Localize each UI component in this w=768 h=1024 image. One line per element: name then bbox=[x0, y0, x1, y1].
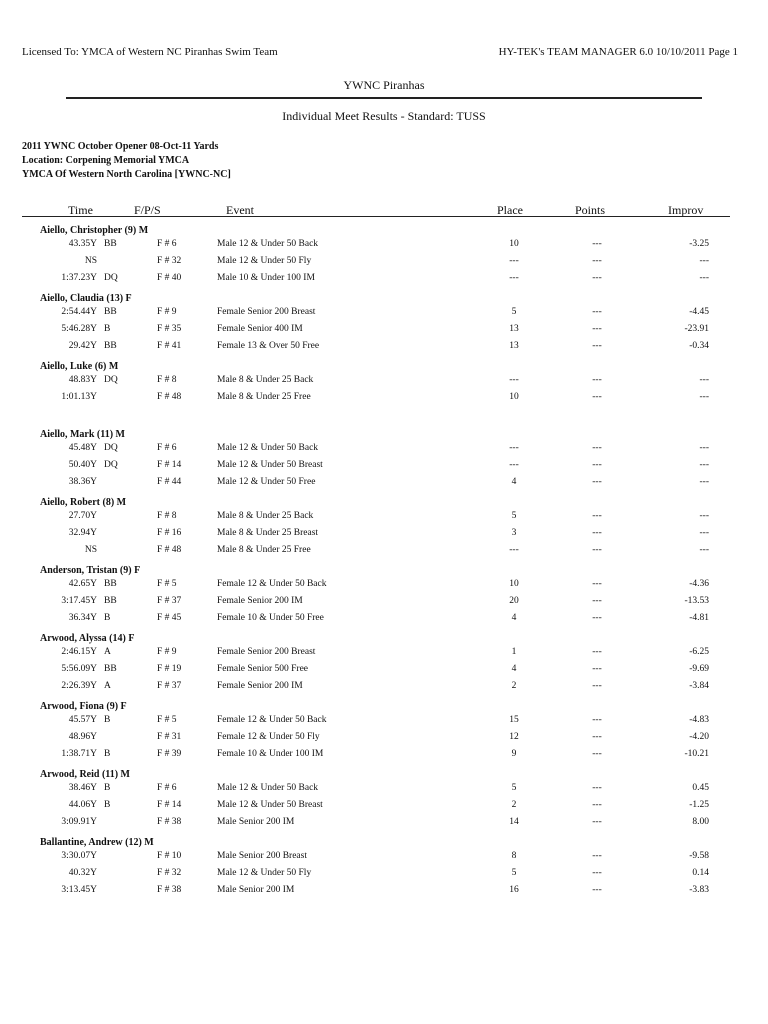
result-improv: -1.25 bbox=[689, 800, 709, 810]
result-standard: BB bbox=[104, 579, 117, 589]
result-place: 5 bbox=[511, 511, 517, 521]
result-improv: --- bbox=[699, 375, 709, 385]
result-improv: -0.34 bbox=[689, 341, 709, 351]
result-points: --- bbox=[592, 341, 602, 351]
result-fps: F # 14 bbox=[157, 460, 182, 470]
result-time: 36.34Y bbox=[68, 613, 97, 623]
meet-location: Location: Corpening Memorial YMCA bbox=[22, 155, 190, 166]
swimmer-name: Aiello, Christopher (9) M bbox=[40, 225, 149, 236]
result-standard: B bbox=[104, 783, 111, 793]
result-place: --- bbox=[509, 443, 519, 453]
result-fps: F # 39 bbox=[157, 749, 182, 759]
result-improv: --- bbox=[699, 528, 709, 538]
result-fps: F # 32 bbox=[157, 868, 182, 878]
result-points: --- bbox=[592, 375, 602, 385]
result-time: 2:54.44Y bbox=[61, 307, 97, 317]
result-place: 2 bbox=[511, 681, 517, 691]
result-row bbox=[0, 613, 768, 630]
result-place: 10 bbox=[509, 579, 519, 589]
title-divider bbox=[66, 97, 702, 99]
result-row bbox=[0, 324, 768, 341]
result-points: --- bbox=[592, 256, 602, 266]
result-time: 43.35Y bbox=[68, 239, 97, 249]
result-event: Male 12 & Under 50 Breast bbox=[217, 460, 323, 470]
result-place: 4 bbox=[511, 477, 517, 487]
result-event: Female Senior 500 Free bbox=[217, 664, 309, 674]
result-improv: --- bbox=[699, 477, 709, 487]
result-place: 10 bbox=[509, 239, 519, 249]
result-improv: -4.45 bbox=[689, 307, 709, 317]
result-row bbox=[0, 375, 768, 392]
result-event: Male 10 & Under 100 IM bbox=[217, 273, 315, 283]
result-standard: DQ bbox=[104, 375, 118, 385]
result-event: Female 12 & Under 50 Back bbox=[217, 715, 327, 725]
header-divider bbox=[22, 216, 730, 217]
result-improv: -4.81 bbox=[689, 613, 709, 623]
result-fps: F # 45 bbox=[157, 613, 182, 623]
result-improv: -23.91 bbox=[684, 324, 709, 334]
result-standard: A bbox=[104, 647, 111, 657]
result-standard: B bbox=[104, 715, 111, 725]
result-event: Male 8 & Under 25 Breast bbox=[217, 528, 319, 538]
result-time: 3:17.45Y bbox=[61, 596, 97, 606]
result-row bbox=[0, 341, 768, 358]
result-points: --- bbox=[592, 664, 602, 674]
result-event: Female Senior 200 IM bbox=[217, 681, 303, 691]
result-event: Male 12 & Under 50 Back bbox=[217, 783, 319, 793]
result-standard: B bbox=[104, 800, 111, 810]
result-time: 3:09.91Y bbox=[61, 817, 97, 827]
result-time: 2:26.39Y bbox=[61, 681, 97, 691]
result-place: 5 bbox=[511, 783, 517, 793]
meet-team: YMCA Of Western North Carolina [YWNC-NC] bbox=[22, 169, 231, 180]
result-time: 44.06Y bbox=[68, 800, 97, 810]
result-points: --- bbox=[592, 715, 602, 725]
result-improv: -4.20 bbox=[689, 732, 709, 742]
result-points: --- bbox=[592, 851, 602, 861]
result-improv: --- bbox=[699, 511, 709, 521]
result-row bbox=[0, 868, 768, 885]
result-fps: F # 19 bbox=[157, 664, 182, 674]
result-fps: F # 48 bbox=[157, 392, 182, 402]
result-event: Male 12 & Under 50 Breast bbox=[217, 800, 323, 810]
result-standard: BB bbox=[104, 596, 117, 606]
result-fps: F # 44 bbox=[157, 477, 182, 487]
result-time: 42.65Y bbox=[68, 579, 97, 589]
result-fps: F # 37 bbox=[157, 596, 182, 606]
result-points: --- bbox=[592, 273, 602, 283]
result-event: Female Senior 200 Breast bbox=[217, 307, 316, 317]
result-points: --- bbox=[592, 749, 602, 759]
result-fps: F # 5 bbox=[157, 715, 177, 725]
col-event: Event bbox=[226, 203, 254, 217]
license-text: Licensed To: YMCA of Western NC Piranhas Swim Team bbox=[22, 46, 278, 58]
result-event: Male Senior 200 IM bbox=[217, 817, 295, 827]
result-place: --- bbox=[509, 545, 519, 555]
result-row bbox=[0, 511, 768, 528]
result-fps: F # 8 bbox=[157, 511, 177, 521]
result-points: --- bbox=[592, 800, 602, 810]
result-time: 32.94Y bbox=[68, 528, 97, 538]
result-place: --- bbox=[509, 375, 519, 385]
result-time: 5:46.28Y bbox=[61, 324, 97, 334]
result-improv: -3.25 bbox=[689, 239, 709, 249]
result-fps: F # 31 bbox=[157, 732, 182, 742]
result-row bbox=[0, 732, 768, 749]
result-event: Female 12 & Under 50 Fly bbox=[217, 732, 320, 742]
result-place: --- bbox=[509, 256, 519, 266]
swimmer-name: Aiello, Claudia (13) F bbox=[40, 293, 132, 304]
result-standard: BB bbox=[104, 664, 117, 674]
result-standard: DQ bbox=[104, 460, 118, 470]
result-points: --- bbox=[592, 579, 602, 589]
result-standard: DQ bbox=[104, 273, 118, 283]
result-improv: -6.25 bbox=[689, 647, 709, 657]
result-row bbox=[0, 851, 768, 868]
result-standard: B bbox=[104, 324, 111, 334]
result-time: 29.42Y bbox=[68, 341, 97, 351]
swimmer-name: Arwood, Reid (11) M bbox=[40, 769, 130, 780]
result-fps: F # 41 bbox=[157, 341, 182, 351]
result-improv: --- bbox=[699, 256, 709, 266]
result-place: 5 bbox=[511, 868, 517, 878]
col-place: Place bbox=[497, 203, 523, 217]
result-improv: -10.21 bbox=[684, 749, 709, 759]
result-points: --- bbox=[592, 647, 602, 657]
result-time: 5:56.09Y bbox=[61, 664, 97, 674]
result-row bbox=[0, 885, 768, 902]
result-fps: F # 37 bbox=[157, 681, 182, 691]
result-improv: -4.83 bbox=[689, 715, 709, 725]
result-points: --- bbox=[592, 732, 602, 742]
software-version-text: HY-TEK's TEAM MANAGER 6.0 10/10/2011 Page 1 bbox=[498, 46, 738, 58]
result-improv: -4.36 bbox=[689, 579, 709, 589]
result-row bbox=[0, 528, 768, 545]
result-row bbox=[0, 800, 768, 817]
result-improv: -9.58 bbox=[689, 851, 709, 861]
swimmer-name: Anderson, Tristan (9) F bbox=[40, 565, 141, 576]
result-place: --- bbox=[509, 460, 519, 470]
result-fps: F # 38 bbox=[157, 885, 182, 895]
result-improv: --- bbox=[699, 392, 709, 402]
result-event: Male 12 & Under 50 Fly bbox=[217, 256, 312, 266]
result-time: 40.32Y bbox=[68, 868, 97, 878]
result-event: Male 12 & Under 50 Back bbox=[217, 239, 319, 249]
result-row bbox=[0, 477, 768, 494]
result-fps: F # 40 bbox=[157, 273, 182, 283]
result-event: Male 8 & Under 25 Free bbox=[217, 392, 311, 402]
result-time: NS bbox=[84, 256, 97, 266]
result-points: --- bbox=[592, 511, 602, 521]
result-improv: 0.45 bbox=[692, 783, 709, 793]
result-fps: F # 9 bbox=[157, 647, 177, 657]
result-event: Male 12 & Under 50 Free bbox=[217, 477, 316, 487]
swimmer-name: Arwood, Fiona (9) F bbox=[40, 701, 127, 712]
result-row bbox=[0, 715, 768, 732]
result-points: --- bbox=[592, 477, 602, 487]
swimmer-name: Aiello, Robert (8) M bbox=[40, 497, 127, 508]
result-improv: 0.14 bbox=[692, 868, 709, 878]
result-place: 14 bbox=[509, 817, 519, 827]
result-standard: A bbox=[104, 681, 111, 691]
col-fps: F/P/S bbox=[134, 203, 161, 217]
result-improv: -3.84 bbox=[689, 681, 709, 691]
result-time: 3:30.07Y bbox=[61, 851, 97, 861]
col-time: Time bbox=[68, 203, 93, 217]
result-fps: F # 32 bbox=[157, 256, 182, 266]
result-row bbox=[0, 817, 768, 834]
result-fps: F # 10 bbox=[157, 851, 182, 861]
result-improv: -3.83 bbox=[689, 885, 709, 895]
result-time: 48.96Y bbox=[68, 732, 97, 742]
result-event: Male 12 & Under 50 Fly bbox=[217, 868, 312, 878]
result-fps: F # 8 bbox=[157, 375, 177, 385]
result-row bbox=[0, 664, 768, 681]
result-points: --- bbox=[592, 239, 602, 249]
result-fps: F # 6 bbox=[157, 239, 177, 249]
swimmer-name: Aiello, Mark (11) M bbox=[40, 429, 125, 440]
result-time: 45.48Y bbox=[68, 443, 97, 453]
result-points: --- bbox=[592, 681, 602, 691]
result-place: 4 bbox=[511, 664, 517, 674]
result-event: Male Senior 200 Breast bbox=[217, 851, 307, 861]
result-event: Female 10 & Under 50 Free bbox=[217, 613, 324, 623]
result-place: --- bbox=[509, 273, 519, 283]
result-row bbox=[0, 749, 768, 766]
result-row bbox=[0, 307, 768, 324]
team-title: YWNC Piranhas bbox=[343, 78, 425, 92]
col-points: Points bbox=[575, 203, 606, 217]
result-standard: BB bbox=[104, 239, 117, 249]
result-row bbox=[0, 460, 768, 477]
result-place: 1 bbox=[511, 647, 517, 657]
result-improv: --- bbox=[699, 443, 709, 453]
result-standard: B bbox=[104, 749, 111, 759]
result-points: --- bbox=[592, 596, 602, 606]
result-place: 4 bbox=[511, 613, 517, 623]
result-standard: DQ bbox=[104, 443, 118, 453]
result-place: 5 bbox=[511, 307, 517, 317]
result-place: 13 bbox=[509, 324, 519, 334]
result-event: Male Senior 200 IM bbox=[217, 885, 295, 895]
result-improv: --- bbox=[699, 460, 709, 470]
result-row bbox=[0, 783, 768, 800]
result-fps: F # 48 bbox=[157, 545, 182, 555]
result-row bbox=[0, 256, 768, 273]
result-place: 8 bbox=[511, 851, 517, 861]
result-time: 2:46.15Y bbox=[61, 647, 97, 657]
result-points: --- bbox=[592, 460, 602, 470]
result-time: 3:13.45Y bbox=[61, 885, 97, 895]
result-time: 27.70Y bbox=[68, 511, 97, 521]
result-time: 1:38.71Y bbox=[61, 749, 97, 759]
meet-name: 2011 YWNC October Opener 08-Oct-11 Yards bbox=[22, 141, 219, 152]
result-standard: B bbox=[104, 613, 111, 623]
result-points: --- bbox=[592, 545, 602, 555]
result-time: NS bbox=[84, 545, 97, 555]
result-improv: -9.69 bbox=[689, 664, 709, 674]
result-place: 13 bbox=[509, 341, 519, 351]
result-improv: --- bbox=[699, 273, 709, 283]
result-fps: F # 38 bbox=[157, 817, 182, 827]
result-event: Male 8 & Under 25 Back bbox=[217, 511, 314, 521]
result-place: 20 bbox=[509, 596, 519, 606]
result-row bbox=[0, 647, 768, 664]
result-time: 50.40Y bbox=[68, 460, 97, 470]
result-fps: F # 9 bbox=[157, 307, 177, 317]
result-place: 12 bbox=[509, 732, 519, 742]
result-event: Female Senior 200 IM bbox=[217, 596, 303, 606]
result-time: 1:01.13Y bbox=[61, 392, 97, 402]
result-time: 48.83Y bbox=[68, 375, 97, 385]
report-title: Individual Meet Results - Standard: TUSS bbox=[282, 109, 486, 123]
result-row bbox=[0, 681, 768, 698]
result-place: 15 bbox=[509, 715, 519, 725]
result-points: --- bbox=[592, 528, 602, 538]
result-time: 38.36Y bbox=[68, 477, 97, 487]
result-improv: --- bbox=[699, 545, 709, 555]
result-points: --- bbox=[592, 885, 602, 895]
result-points: --- bbox=[592, 392, 602, 402]
result-points: --- bbox=[592, 613, 602, 623]
result-row bbox=[0, 273, 768, 290]
result-points: --- bbox=[592, 307, 602, 317]
result-points: --- bbox=[592, 443, 602, 453]
col-improv: Improv bbox=[668, 203, 704, 217]
result-row bbox=[0, 443, 768, 460]
result-row bbox=[0, 392, 768, 409]
swimmer-name: Aiello, Luke (6) M bbox=[40, 361, 119, 372]
result-row bbox=[0, 239, 768, 256]
result-event: Female 13 & Over 50 Free bbox=[217, 341, 320, 351]
result-points: --- bbox=[592, 817, 602, 827]
result-event: Female 10 & Under 100 IM bbox=[217, 749, 324, 759]
result-fps: F # 6 bbox=[157, 443, 177, 453]
swimmer-name: Arwood, Alyssa (14) F bbox=[40, 633, 135, 644]
result-improv: 8.00 bbox=[692, 817, 709, 827]
result-points: --- bbox=[592, 324, 602, 334]
result-event: Female Senior 200 Breast bbox=[217, 647, 316, 657]
result-fps: F # 5 bbox=[157, 579, 177, 589]
result-place: 10 bbox=[509, 392, 519, 402]
result-fps: F # 16 bbox=[157, 528, 182, 538]
result-row bbox=[0, 545, 768, 562]
result-event: Female 12 & Under 50 Back bbox=[217, 579, 327, 589]
result-points: --- bbox=[592, 783, 602, 793]
result-place: 3 bbox=[511, 528, 517, 538]
result-event: Male 8 & Under 25 Free bbox=[217, 545, 311, 555]
result-place: 16 bbox=[509, 885, 519, 895]
result-time: 1:37.23Y bbox=[61, 273, 97, 283]
result-place: 9 bbox=[511, 749, 517, 759]
result-time: 38.46Y bbox=[68, 783, 97, 793]
result-standard: BB bbox=[104, 341, 117, 351]
result-improv: -13.53 bbox=[684, 596, 709, 606]
result-event: Male 12 & Under 50 Back bbox=[217, 443, 319, 453]
swimmer-name: Ballantine, Andrew (12) M bbox=[40, 837, 154, 848]
result-standard: BB bbox=[104, 307, 117, 317]
result-fps: F # 35 bbox=[157, 324, 182, 334]
result-place: 2 bbox=[511, 800, 517, 810]
result-event: Female Senior 400 IM bbox=[217, 324, 303, 334]
result-points: --- bbox=[592, 868, 602, 878]
result-row bbox=[0, 579, 768, 596]
result-fps: F # 14 bbox=[157, 800, 182, 810]
result-row bbox=[0, 596, 768, 613]
result-time: 45.57Y bbox=[68, 715, 97, 725]
result-event: Male 8 & Under 25 Back bbox=[217, 375, 314, 385]
result-fps: F # 6 bbox=[157, 783, 177, 793]
